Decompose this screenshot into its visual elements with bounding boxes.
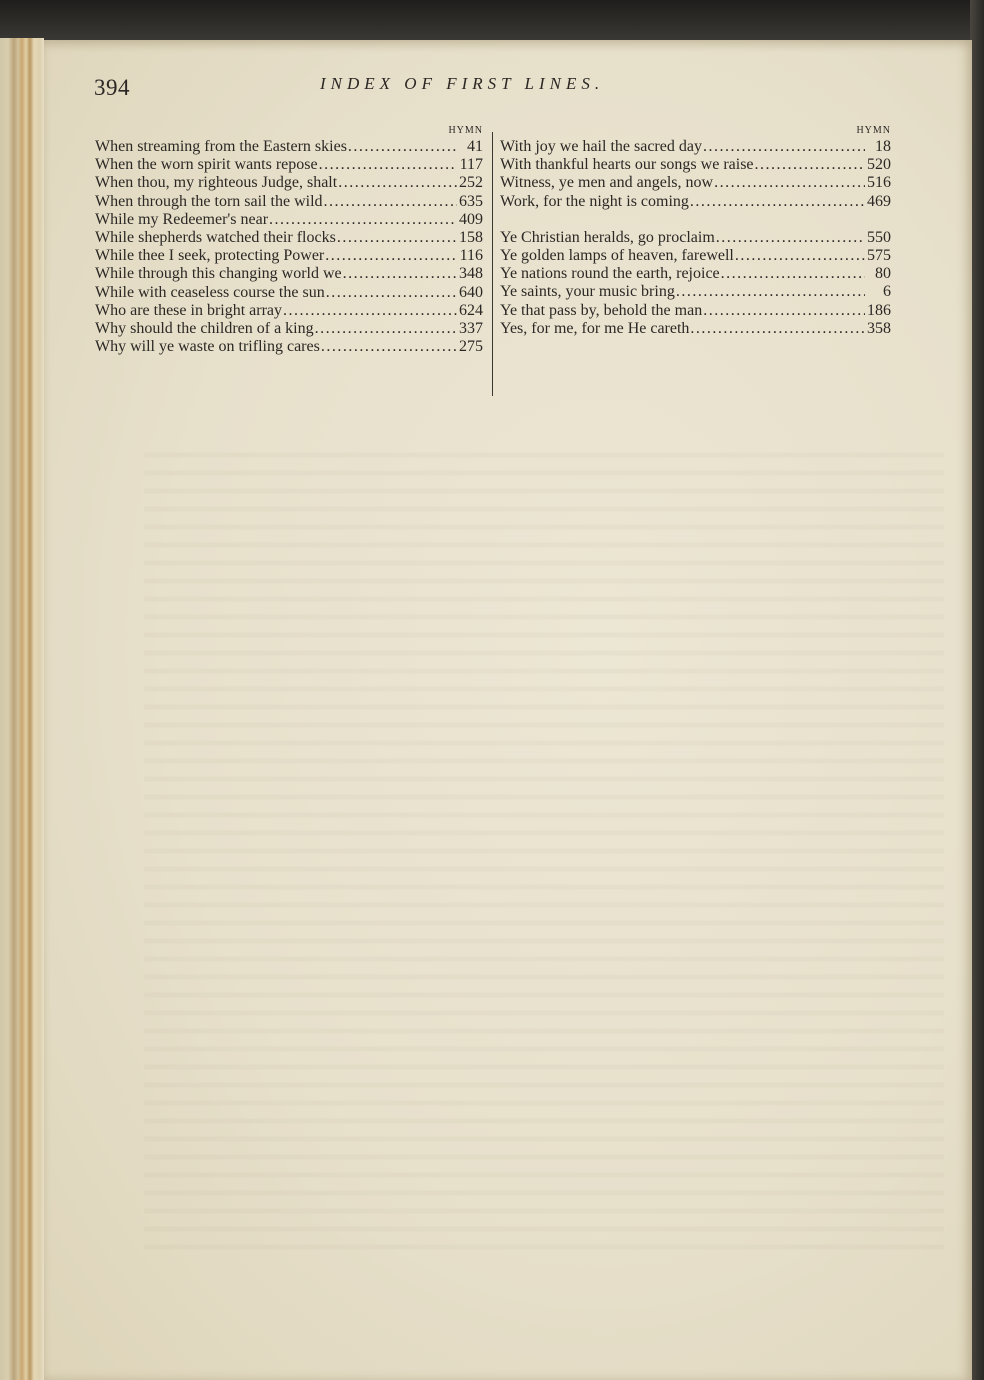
index-entry <box>95 265 483 283</box>
column-heading: HYMN <box>856 125 891 136</box>
index-entry <box>500 174 891 192</box>
index-entry <box>95 247 483 265</box>
entry-first-line: While shepherds watched their flocks <box>95 228 336 246</box>
dot-leader <box>720 265 865 283</box>
index-entry <box>500 229 891 247</box>
hymn-number: 80 <box>875 265 891 283</box>
dot-leader <box>337 174 457 192</box>
show-through-texture <box>144 440 944 1260</box>
hymn-number: 469 <box>867 192 891 210</box>
hymn-number: 635 <box>459 192 483 210</box>
hymn-number: 348 <box>459 265 483 283</box>
hymn-number: 337 <box>459 319 483 337</box>
dot-leader <box>702 302 865 320</box>
hymn-number: 252 <box>459 174 483 192</box>
entry-first-line: Ye nations round the earth, rejoice <box>500 265 720 283</box>
entry-first-line: With joy we hail the sacred day <box>500 138 702 155</box>
dot-leader <box>314 320 457 338</box>
dot-leader <box>325 284 457 302</box>
hymn-number: 409 <box>459 210 483 228</box>
dot-leader <box>324 247 457 265</box>
index-column-right <box>500 124 891 338</box>
hymn-number: 624 <box>459 301 483 319</box>
entry-first-line: Ye Christian heralds, go proclaim <box>500 228 715 246</box>
hymn-number: 275 <box>459 338 483 356</box>
dot-leader <box>689 193 865 211</box>
entry-first-line: While through this changing world we <box>95 265 342 283</box>
index-entry <box>500 193 891 211</box>
entry-first-line: When streaming from the Eastern skies <box>95 138 347 155</box>
index-entry <box>500 320 891 338</box>
running-head: INDEX OF FIRST LINES. <box>320 74 605 93</box>
hymn-number: 116 <box>459 247 483 265</box>
hymn-number: 117 <box>459 156 483 174</box>
entry-first-line: While thee I seek, protecting Power <box>95 247 325 265</box>
index-entry <box>95 174 483 192</box>
entry-first-line: While with ceaseless course the sun <box>95 283 325 301</box>
entry-list-right-y <box>500 229 891 338</box>
entry-first-line: Witness, ye men and angels, now <box>500 174 714 192</box>
entry-first-line: With thankful hearts our songs we raise <box>500 156 754 174</box>
dot-leader <box>347 138 457 156</box>
dot-leader <box>702 138 865 156</box>
index-column-left <box>95 124 483 356</box>
dot-leader <box>675 283 865 301</box>
page-number: 394 <box>94 75 130 100</box>
dot-leader <box>689 320 865 338</box>
entry-first-line: Ye golden lamps of heaven, farewell <box>500 246 734 264</box>
entry-first-line: When through the torn sail the wild <box>95 192 323 210</box>
hymn-number: 516 <box>867 174 891 192</box>
index-entry <box>500 156 891 174</box>
entry-first-line: While my Redeemer's near <box>95 210 269 228</box>
dot-leader <box>715 229 865 247</box>
index-entry <box>500 283 891 301</box>
index-entry <box>95 193 483 211</box>
index-entry <box>500 138 891 156</box>
entry-first-line: When the worn spirit wants repose <box>95 156 318 174</box>
entry-first-line: Ye saints, your music bring <box>500 283 675 301</box>
index-entry <box>95 211 483 229</box>
dot-leader <box>268 211 457 229</box>
dot-leader <box>734 247 865 265</box>
index-entry <box>95 302 483 320</box>
index-entry <box>95 284 483 302</box>
section-gap <box>500 211 891 229</box>
book-cover-top <box>0 0 984 40</box>
entry-first-line: When thou, my righteous Judge, shalt <box>95 174 338 192</box>
hymn-number: 158 <box>459 228 483 246</box>
index-entry <box>95 138 483 156</box>
index-entry <box>95 156 483 174</box>
index-entry <box>95 338 483 356</box>
entry-list-right-w <box>500 138 891 211</box>
hymn-number: 520 <box>867 156 891 174</box>
column-divider <box>492 132 493 396</box>
dot-leader <box>320 338 457 356</box>
hymn-number: 18 <box>875 138 891 155</box>
index-entry <box>500 247 891 265</box>
index-entry <box>500 265 891 283</box>
page-edges <box>0 38 44 1380</box>
entry-first-line: Work, for the night is coming <box>500 192 689 210</box>
index-entry <box>500 302 891 320</box>
book-cover-right <box>970 0 984 1380</box>
dot-leader <box>318 156 457 174</box>
hymn-number: 640 <box>459 283 483 301</box>
index-entry <box>95 320 483 338</box>
dot-leader <box>342 265 457 283</box>
entry-list-left <box>95 138 483 356</box>
hymn-number: 550 <box>867 228 891 246</box>
hymn-number: 358 <box>867 319 891 337</box>
hymn-number: 575 <box>867 246 891 264</box>
hymn-number: 6 <box>883 283 891 301</box>
column-heading: HYMN <box>448 125 483 136</box>
dot-leader <box>754 156 865 174</box>
dot-leader <box>323 193 457 211</box>
entry-first-line: Ye that pass by, behold the man <box>500 301 703 319</box>
dot-leader <box>336 229 457 247</box>
entry-first-line: Why should the children of a king <box>95 319 314 337</box>
hymn-number: 41 <box>467 138 483 155</box>
hymn-number: 186 <box>867 301 891 319</box>
entry-first-line: Who are these in bright array <box>95 301 283 319</box>
entry-first-line: Why will ye waste on trifling cares <box>95 338 320 356</box>
entry-first-line: Yes, for me, for me He careth <box>500 319 690 337</box>
index-entry <box>95 229 483 247</box>
dot-leader <box>282 302 457 320</box>
dot-leader <box>713 174 865 192</box>
